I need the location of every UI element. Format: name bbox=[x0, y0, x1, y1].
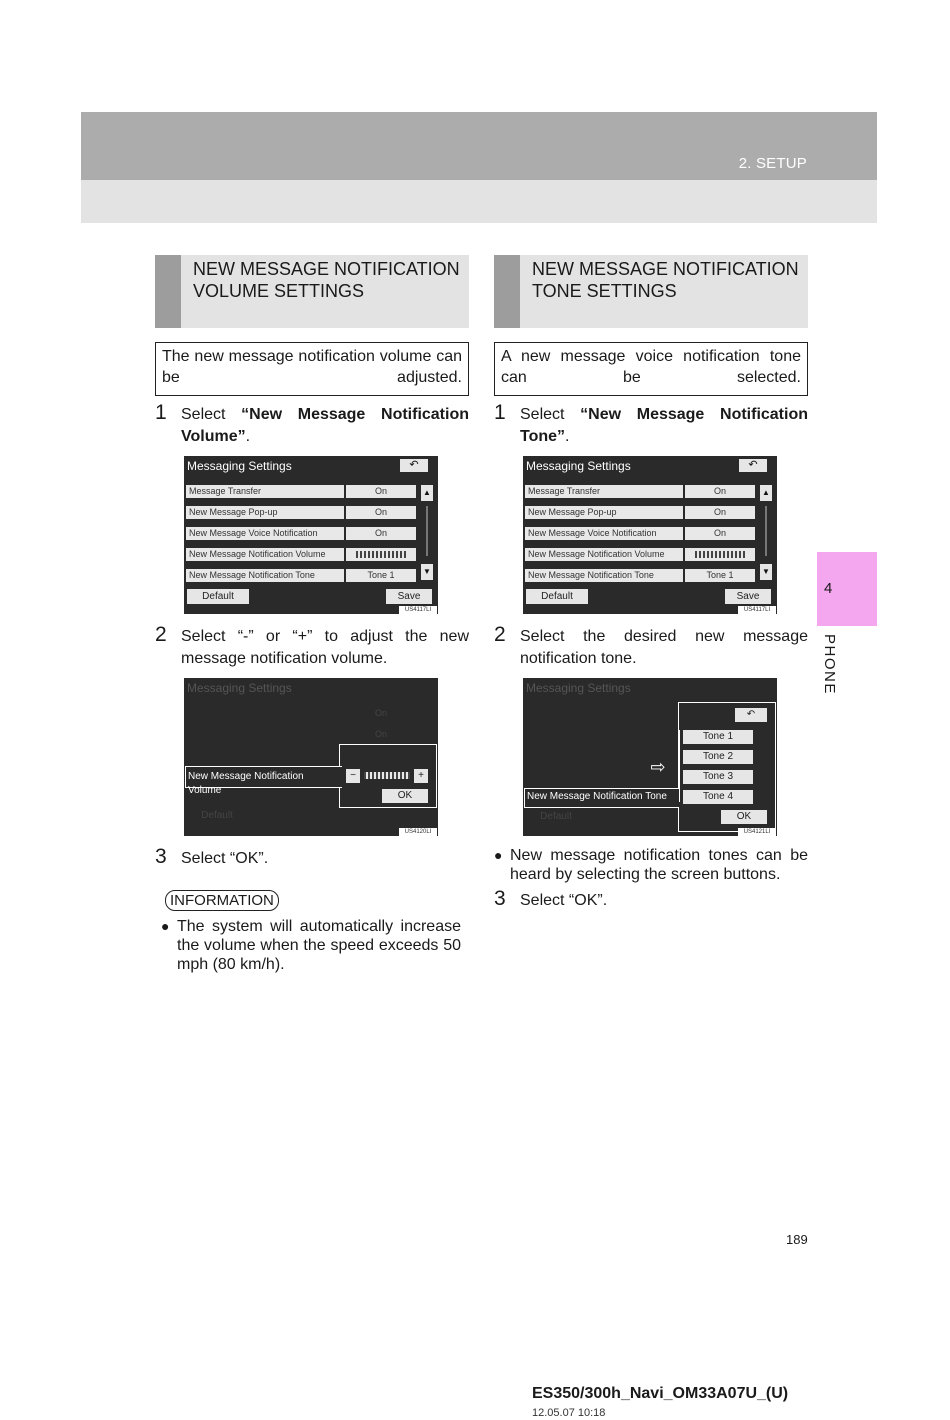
volume-section-heading bbox=[155, 255, 469, 328]
setting-label: New Message Notification Tone bbox=[186, 569, 344, 582]
step-number: 2 bbox=[494, 623, 506, 646]
footer-title: ES350/300h_Navi_OM33A07U_(U) bbox=[532, 1385, 789, 1402]
tone-section-heading bbox=[494, 255, 808, 328]
volume-settings-column bbox=[155, 255, 469, 974]
scroll-down-button[interactable]: ▼ bbox=[760, 564, 772, 580]
back-button[interactable]: ↶ bbox=[735, 708, 767, 722]
setting-row-voice-notification[interactable] bbox=[186, 527, 416, 540]
scroll-up-button[interactable]: ▲ bbox=[421, 485, 433, 501]
step-number: 3 bbox=[155, 845, 167, 868]
image-code: US4117LI bbox=[738, 606, 776, 614]
setting-label: New Message Notification Volume bbox=[186, 548, 344, 561]
setting-row-notification-volume[interactable] bbox=[186, 548, 416, 561]
setting-row-notification-volume[interactable] bbox=[525, 548, 755, 561]
back-button[interactable]: ↶ bbox=[400, 459, 428, 472]
heading-bar bbox=[494, 255, 520, 328]
tone-3-button[interactable]: Tone 3 bbox=[683, 770, 753, 784]
step-text: Select the desired new message notification tone. bbox=[520, 628, 808, 667]
screen-title: Messaging Settings bbox=[187, 681, 292, 695]
volume-minus-button[interactable]: − bbox=[346, 769, 360, 783]
tone-select-screen bbox=[523, 678, 777, 836]
page-number: 189 bbox=[786, 1232, 808, 1247]
volume-meter-bar bbox=[364, 772, 410, 779]
step-number: 1 bbox=[155, 401, 167, 424]
setting-row-notification-tone[interactable] bbox=[186, 569, 416, 582]
volume-step-2 bbox=[155, 623, 469, 670]
volume-plus-button[interactable]: + bbox=[414, 769, 428, 783]
step-text-pre: Select bbox=[520, 406, 581, 423]
step-text-pre: Select bbox=[181, 406, 242, 423]
tone-bullet-text: New message notification tones can be heard by selecting the screen buttons. bbox=[510, 847, 808, 883]
chapter-label: PHONE bbox=[821, 634, 838, 695]
information-text: The system will automatically increase the volume when the speed exceeds 50 mph (80 km/h). bbox=[177, 918, 461, 973]
volume-section-title: NEW MESSAGE NOTIFICATION VOLUME SETTINGS bbox=[193, 259, 460, 301]
setting-row-popup[interactable] bbox=[525, 506, 755, 519]
scroll-down-button[interactable]: ▼ bbox=[421, 564, 433, 580]
setting-label: Message Transfer bbox=[186, 485, 344, 498]
messaging-settings-screen bbox=[184, 456, 438, 614]
image-code: US4117LI bbox=[399, 606, 437, 614]
back-button[interactable]: ↶ bbox=[739, 459, 767, 472]
ok-button[interactable]: OK bbox=[382, 789, 428, 803]
step-number: 3 bbox=[494, 887, 506, 910]
default-button[interactable]: Default bbox=[540, 811, 572, 822]
save-button[interactable]: Save bbox=[725, 589, 771, 604]
footer-date: 12.05.07 10:18 bbox=[532, 1407, 606, 1419]
volume-meter bbox=[685, 548, 755, 561]
step-text: Select “-” or “+” to adjust the new message notification volume. bbox=[181, 628, 469, 667]
volume-meter bbox=[363, 769, 411, 783]
step-text-post: . bbox=[565, 428, 570, 445]
tone-popup-label: New Message Notification Tone bbox=[527, 791, 667, 802]
step-text-bold: “New Message Notification Tone” bbox=[520, 406, 808, 445]
tone-4-button[interactable]: Tone 4 bbox=[683, 790, 753, 804]
setting-row-voice-notification[interactable] bbox=[525, 527, 755, 540]
step-number: 2 bbox=[155, 623, 167, 646]
setting-value: On bbox=[374, 729, 387, 739]
ok-button[interactable]: OK bbox=[721, 810, 767, 824]
setting-value: On bbox=[374, 708, 387, 718]
default-button[interactable]: Default bbox=[187, 589, 249, 604]
pointer-arrow-icon: ⇨ bbox=[650, 757, 666, 777]
volume-meter bbox=[346, 548, 416, 561]
setting-row-popup[interactable] bbox=[186, 506, 416, 519]
tone-bullet bbox=[494, 846, 808, 884]
screen-title: Messaging Settings bbox=[187, 459, 292, 473]
messaging-settings-screen bbox=[523, 456, 777, 614]
chapter-number: 4 bbox=[824, 580, 833, 597]
setting-value: On bbox=[685, 506, 755, 519]
setting-label: New Message Pop-up bbox=[186, 506, 344, 519]
tone-intro-box: A new message voice notification tone can be selected. bbox=[494, 342, 808, 396]
header-bar bbox=[81, 112, 877, 180]
tone-settings-column bbox=[494, 255, 808, 912]
step-text: Select “OK”. bbox=[520, 892, 608, 909]
setting-row-notification-tone[interactable] bbox=[525, 569, 755, 582]
setting-value: On bbox=[346, 506, 416, 519]
setting-label: New Message Notification Volume bbox=[525, 548, 683, 561]
setting-row-message-transfer[interactable] bbox=[186, 485, 416, 498]
information-label: INFORMATION bbox=[165, 890, 279, 911]
step-text: Select “OK”. bbox=[181, 850, 269, 867]
scrollbar-track bbox=[426, 506, 428, 556]
setting-label: New Message Voice Notification bbox=[186, 527, 344, 540]
tone-1-button[interactable]: Tone 1 bbox=[683, 730, 753, 744]
setting-value: On bbox=[346, 485, 416, 498]
step-number: 1 bbox=[494, 401, 506, 424]
step-text-bold: “New Message Notification Volume” bbox=[181, 406, 469, 445]
default-button[interactable]: Default bbox=[201, 810, 233, 821]
setting-value: On bbox=[685, 485, 755, 498]
information-bullet bbox=[161, 917, 461, 974]
setting-label: New Message Notification Tone bbox=[525, 569, 683, 582]
volume-adjust-screen bbox=[184, 678, 438, 836]
setting-value: On bbox=[685, 527, 755, 540]
setting-value: Tone 1 bbox=[346, 569, 416, 582]
setting-label: New Message Pop-up bbox=[525, 506, 683, 519]
volume-step-3 bbox=[155, 845, 469, 870]
image-code: US4120LI bbox=[399, 828, 437, 836]
tone-section-title: NEW MESSAGE NOTIFICATION TONE SETTINGS bbox=[532, 259, 799, 301]
volume-step-1 bbox=[155, 401, 469, 448]
bullet-dot-icon: ● bbox=[494, 847, 503, 863]
heading-bar bbox=[155, 255, 181, 328]
screen-title: Messaging Settings bbox=[526, 681, 631, 695]
volume-meter-bar bbox=[356, 551, 406, 558]
setting-label: New Message Voice Notification bbox=[525, 527, 683, 540]
bullet-dot-icon: ● bbox=[161, 918, 170, 934]
tone-step-3 bbox=[494, 887, 808, 912]
setting-value: On bbox=[346, 527, 416, 540]
volume-meter-bar bbox=[695, 551, 745, 558]
default-button[interactable]: Default bbox=[526, 589, 588, 604]
section-title: 2. SETUP bbox=[738, 155, 807, 172]
screen-title: Messaging Settings bbox=[526, 459, 631, 473]
image-code: US4121LI bbox=[738, 828, 776, 836]
volume-popup-label: New Message Notification Volume bbox=[188, 771, 304, 796]
header-sub-bar bbox=[81, 180, 877, 223]
scroll-up-button[interactable]: ▲ bbox=[760, 485, 772, 501]
setting-row-message-transfer[interactable] bbox=[525, 485, 755, 498]
save-button[interactable]: Save bbox=[386, 589, 432, 604]
setting-value: Tone 1 bbox=[685, 569, 755, 582]
dimmed-row bbox=[186, 707, 416, 720]
volume-intro-box: The new message notification volume can be adjusted. bbox=[155, 342, 469, 396]
scrollbar-track bbox=[765, 506, 767, 556]
dimmed-row bbox=[186, 728, 416, 741]
tone-step-1 bbox=[494, 401, 808, 448]
tone-2-button[interactable]: Tone 2 bbox=[683, 750, 753, 764]
tone-step-2 bbox=[494, 623, 808, 670]
setting-label: Message Transfer bbox=[525, 485, 683, 498]
step-text-post: . bbox=[245, 428, 251, 445]
